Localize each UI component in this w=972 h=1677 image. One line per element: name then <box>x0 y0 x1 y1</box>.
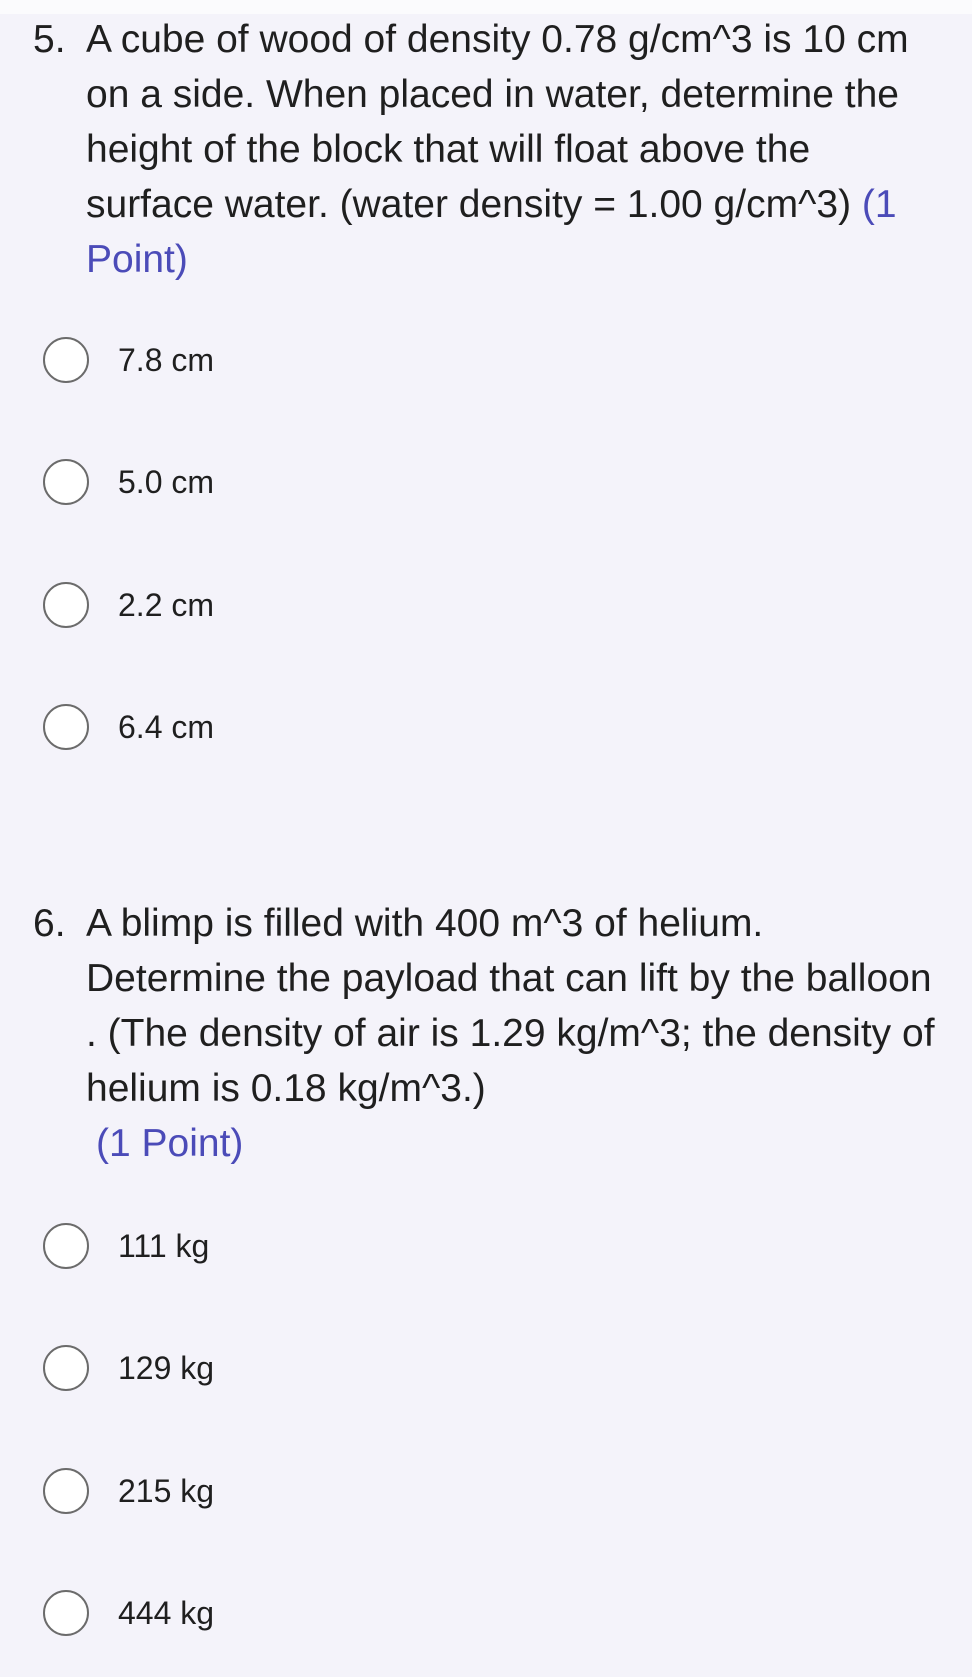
question-6-text: A blimp is filled with 400 m^3 of helium. Determine the payload that can lift by the balloon . (The density of air is 1.29 kg/m^3; the density of helium is 0.18 kg/m^3.) <box>86 902 935 1110</box>
radio-button[interactable] <box>43 704 89 750</box>
radio-button[interactable] <box>43 1223 89 1269</box>
option-label: 444 kg <box>118 1595 215 1631</box>
option-label: 7.8 cm <box>118 342 215 378</box>
radio-button[interactable] <box>43 582 89 628</box>
option-q5-1[interactable] <box>0 330 600 390</box>
question-text <box>86 896 936 1171</box>
option-label: 2.2 cm <box>118 587 215 623</box>
option-q6-1[interactable] <box>0 1216 600 1276</box>
option-q5-2[interactable] <box>0 452 600 512</box>
option-label: 6.4 cm <box>118 709 215 745</box>
points-label: (1 Point) <box>86 183 897 281</box>
question-6-header <box>0 896 972 1171</box>
radio-button[interactable] <box>43 1345 89 1391</box>
option-label: 111 kg <box>118 1228 210 1264</box>
radio-button[interactable] <box>43 1590 89 1636</box>
option-label: 215 kg <box>118 1473 215 1509</box>
question-number: 6. <box>33 902 66 945</box>
option-q6-4[interactable] <box>0 1583 600 1643</box>
question-5-text: A cube of wood of density 0.78 g/cm^3 is 10 cm on a side. When placed in water, determine the height of the block that will float above the surface water. (water density = 1.00 g/cm^3) <box>86 18 909 226</box>
question-5-header <box>0 12 972 287</box>
radio-button[interactable] <box>43 337 89 383</box>
option-q6-3[interactable] <box>0 1461 600 1521</box>
option-q6-2[interactable] <box>0 1338 600 1398</box>
question-6 <box>0 896 972 1171</box>
option-q5-3[interactable] <box>0 575 600 635</box>
question-number: 5. <box>33 18 66 61</box>
option-q5-4[interactable] <box>0 697 600 757</box>
points-label: (1 Point) <box>96 1122 244 1165</box>
radio-button[interactable] <box>43 459 89 505</box>
option-label: 129 kg <box>118 1350 215 1386</box>
question-5 <box>0 12 972 287</box>
option-label: 5.0 cm <box>118 464 215 500</box>
question-text <box>86 12 936 287</box>
radio-button[interactable] <box>43 1468 89 1514</box>
